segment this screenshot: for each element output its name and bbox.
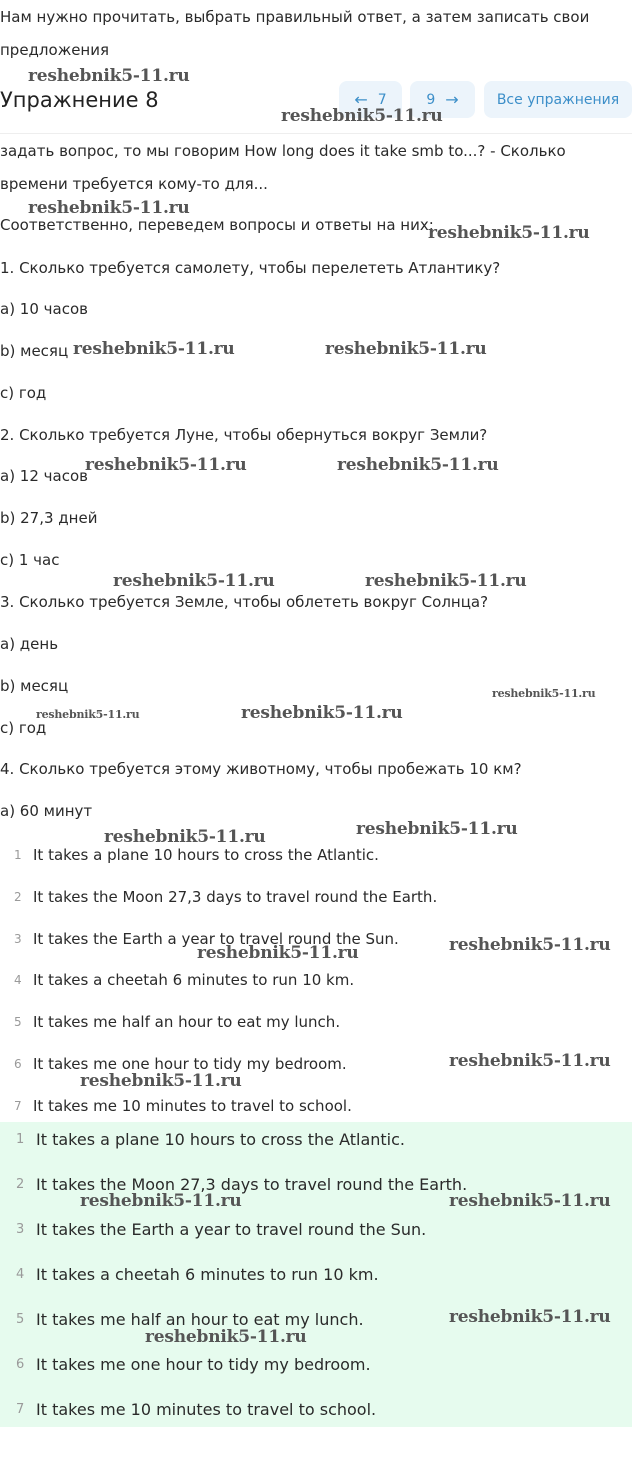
arrow-right-icon: → xyxy=(445,90,459,109)
list-item xyxy=(0,1095,632,1117)
watermark: reshebnik5-11.ru xyxy=(85,455,247,475)
list-item-number: 2 xyxy=(16,1177,25,1192)
list-item-number: 7 xyxy=(14,1099,22,1113)
question-3-option-a: a) день xyxy=(0,635,59,653)
watermark: reshebnik5-11.ru xyxy=(449,1191,611,1211)
watermark: reshebnik5-11.ru xyxy=(104,827,266,847)
paragraph-line-2: времени требуется кому-то для... xyxy=(0,175,268,193)
list-item-text: It takes a plane 10 hours to cross the Atlantic. xyxy=(33,846,379,864)
question-2-option-a: a) 12 часов xyxy=(0,467,88,485)
list-item-number: 4 xyxy=(16,1267,25,1282)
next-exercise-label: 9 xyxy=(426,91,436,108)
next-exercise-button[interactable] xyxy=(410,81,475,118)
list-item-text: It takes me 10 minutes to travel to school. xyxy=(33,1097,352,1115)
page-title: Упражнение 8 xyxy=(0,88,159,112)
list-item-text: It takes the Earth a year to travel round the Sun. xyxy=(36,1220,427,1239)
list-item-number: 6 xyxy=(14,1057,22,1071)
watermark: reshebnik5-11.ru xyxy=(449,1307,611,1327)
list-item-text: It takes me half an hour to eat my lunch. xyxy=(33,1013,341,1031)
intro-line-2: предложения xyxy=(0,41,110,59)
watermark: reshebnik5-11.ru xyxy=(449,935,611,955)
watermark: reshebnik5-11.ru xyxy=(449,1051,611,1071)
list-item-number: 5 xyxy=(16,1312,25,1327)
watermark: reshebnik5-11.ru xyxy=(73,339,235,359)
watermark: reshebnik5-11.ru xyxy=(28,198,190,218)
list-item xyxy=(0,1129,632,1151)
all-exercises-label: Все упражнения xyxy=(496,91,620,108)
watermark: reshebnik5-11.ru xyxy=(28,66,190,86)
watermark: reshebnik5-11.ru xyxy=(325,339,487,359)
intro-line-1: Нам нужно прочитать, выбрать правильный ответ, а затем записать свои xyxy=(0,8,590,26)
list-item-number: 7 xyxy=(16,1402,25,1417)
list-item xyxy=(0,969,632,991)
list-item xyxy=(0,1011,632,1033)
watermark: reshebnik5-11.ru xyxy=(337,455,499,475)
list-item-text: It takes me one hour to tidy my bedroom. xyxy=(36,1355,371,1374)
watermark: reshebnik5-11.ru xyxy=(113,571,275,591)
question-2: 2. Сколько требуется Луне, чтобы обернуться вокруг Земли? xyxy=(0,426,488,444)
watermark: reshebnik5-11.ru xyxy=(80,1191,242,1211)
watermark: reshebnik5-11.ru xyxy=(356,819,518,839)
list-item xyxy=(0,1219,632,1241)
arrow-left-icon: ← xyxy=(354,90,368,109)
list-item xyxy=(0,1399,632,1421)
list-item-number: 5 xyxy=(14,1015,22,1029)
list-item-text: It takes the Moon 27,3 days to travel round the Earth. xyxy=(36,1175,468,1194)
list-item xyxy=(0,928,632,950)
watermark: reshebnik5-11.ru xyxy=(80,1071,242,1091)
list-item xyxy=(0,1354,632,1376)
list-item xyxy=(0,1174,632,1196)
question-1: 1. Сколько требуется самолету, чтобы перелететь Атлантику? xyxy=(0,259,501,277)
list-item-text: It takes the Moon 27,3 days to travel round the Earth. xyxy=(33,888,438,906)
list-item xyxy=(0,1264,632,1286)
question-3-option-c: c) год xyxy=(0,719,47,737)
header-divider xyxy=(0,133,632,134)
list-item-number: 3 xyxy=(16,1222,25,1237)
watermark: reshebnik5-11.ru xyxy=(241,703,403,723)
list-item-text: It takes a cheetah 6 minutes to run 10 km. xyxy=(33,971,355,989)
list-item-text: It takes a plane 10 hours to cross the Atlantic. xyxy=(36,1130,405,1149)
watermark: reshebnik5-11.ru xyxy=(36,708,140,721)
list-item-text: It takes a cheetah 6 minutes to run 10 km. xyxy=(36,1265,379,1284)
question-4: 4. Сколько требуется этому животному, чтобы пробежать 10 км? xyxy=(0,760,522,778)
list-item-number: 6 xyxy=(16,1357,25,1372)
question-2-option-c: c) 1 час xyxy=(0,551,60,569)
list-item-number: 2 xyxy=(14,890,22,904)
list-item xyxy=(0,844,632,866)
all-exercises-button[interactable] xyxy=(484,81,632,118)
watermark: reshebnik5-11.ru xyxy=(365,571,527,591)
list-item-text: It takes me one hour to tidy my bedroom. xyxy=(33,1055,347,1073)
list-item xyxy=(0,1053,632,1075)
list-item-number: 4 xyxy=(14,973,22,987)
question-4-option-a: a) 60 минут xyxy=(0,802,93,820)
watermark: reshebnik5-11.ru xyxy=(197,943,359,963)
watermark: reshebnik5-11.ru xyxy=(428,223,590,243)
list-item-text: It takes me 10 minutes to travel to school. xyxy=(36,1400,377,1419)
watermark: reshebnik5-11.ru xyxy=(492,687,596,700)
list-item xyxy=(0,886,632,908)
question-1-option-c: c) год xyxy=(0,384,47,402)
prev-exercise-label: 7 xyxy=(377,91,387,108)
question-3-option-b: b) месяц xyxy=(0,677,69,695)
prev-exercise-button[interactable] xyxy=(339,81,402,118)
list-item-text: It takes me half an hour to eat my lunch. xyxy=(36,1310,364,1329)
list-item xyxy=(0,1309,632,1331)
paragraph-2: Соответственно, переведем вопросы и ответы на них: xyxy=(0,216,434,234)
paragraph-line-1: задать вопрос, то мы говорим How long does it take smb to...? - Сколько xyxy=(0,142,566,160)
list-item-number: 1 xyxy=(14,848,22,862)
list-item-text: It takes the Earth a year to travel round the Sun. xyxy=(33,930,399,948)
watermark: reshebnik5-11.ru xyxy=(145,1327,307,1347)
list-item-number: 3 xyxy=(14,932,22,946)
list-item-number: 1 xyxy=(16,1132,25,1147)
question-3: 3. Сколько требуется Земле, чтобы облететь вокруг Солнца? xyxy=(0,593,489,611)
question-2-option-b: b) 27,3 дней xyxy=(0,509,98,527)
watermark: reshebnik5-11.ru xyxy=(281,106,443,126)
question-1-option-a: a) 10 часов xyxy=(0,300,88,318)
question-1-option-b: b) месяц xyxy=(0,342,69,360)
